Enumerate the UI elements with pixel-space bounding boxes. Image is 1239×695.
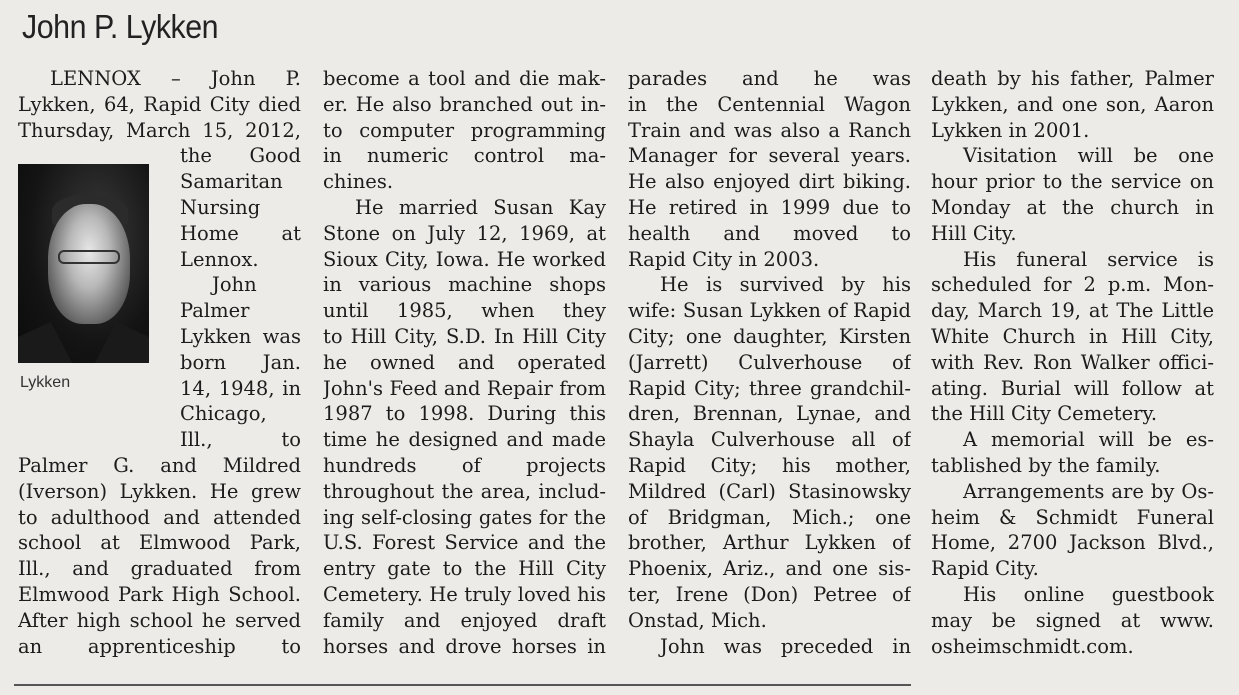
text-line: Phoenix, Ariz., and one sis- [628, 557, 911, 581]
text-line: dren, Brennan, Lynae, and [628, 402, 911, 426]
text-line: ter, Irene (Don) Petree of [628, 582, 911, 606]
text-line: LENNOX – John P. [50, 67, 301, 90]
text-line: Train and was also a Ranch [628, 118, 911, 142]
text-line: Arrangements are by Os- [963, 479, 1214, 503]
text-line: Shayla Culverhouse all of [628, 428, 911, 452]
text-line: until 1985, when they [323, 299, 606, 323]
text-line: Monday at the church in [931, 195, 1214, 219]
text-line: John [212, 273, 257, 297]
text-line: Lykken in 2001. [931, 118, 1090, 142]
text-line: the Hill City Cemetery. [931, 402, 1158, 426]
text-line: He also enjoyed dirt biking. [628, 170, 911, 194]
text-line: Ill., and graduated from [18, 557, 301, 581]
text-line: heim & Schmidt Funeral [931, 505, 1214, 529]
text-line: throughout the area, includ- [323, 479, 606, 503]
text-line: osheimschmidt.com. [931, 634, 1134, 658]
text-line: may be signed at www. [931, 608, 1214, 632]
text-line: After high school he served [18, 608, 301, 632]
text-line: parades and he was [628, 67, 911, 90]
text-line: entry gate to the Hill City [323, 557, 606, 581]
text-line: the Good [180, 144, 301, 168]
text-line: time he designed and made [323, 428, 606, 452]
text-line: scheduled for 2 p.m. Mon- [931, 273, 1214, 297]
text-line: to computer programming [323, 118, 606, 142]
text-line: of Bridgman, Mich.; one [628, 505, 911, 529]
text-line: He is survived by his [660, 273, 911, 297]
text-line: Ill., to [180, 428, 301, 452]
text-column-4 [931, 66, 1214, 659]
text-line: an apprenticeship to [18, 634, 301, 658]
text-line: Cemetery. He truly loved his [323, 582, 606, 606]
text-line: Lykken was [180, 324, 301, 348]
text-line: to adulthood and attended [18, 505, 301, 529]
text-line: Manager for several years. [628, 144, 911, 168]
text-line: John was preceded in [660, 634, 911, 658]
text-line: with Rev. Ron Walker offici- [931, 350, 1214, 374]
text-line: Palmer G. and Mildred [18, 453, 301, 477]
text-line: in various machine shops [323, 273, 606, 297]
text-line: horses and drove horses in [323, 634, 606, 658]
text-line: Sioux City, Iowa. He worked [323, 247, 606, 271]
text-line: wife: Susan Lykken of Rapid [628, 299, 911, 323]
text-line: Home, 2700 Jackson Blvd., [931, 531, 1214, 555]
text-line: family and enjoyed draft [323, 608, 606, 632]
text-line: Elmwood Park High School. [18, 582, 301, 606]
text-line: Rapid City in 2003. [628, 247, 820, 271]
text-line: tablished by the family. [931, 453, 1161, 477]
text-line: hundreds of projects [323, 453, 606, 477]
text-line: Rapid City; his mother, [628, 453, 911, 477]
text-line: Lykken, 64, Rapid City died [18, 92, 301, 116]
text-line: death by his father, Palmer [931, 67, 1214, 90]
text-line: day, March 19, at The Little [931, 299, 1214, 323]
bottom-rule [14, 684, 911, 686]
obituary-headline: John P. Lykken [22, 8, 219, 45]
text-line: He married Susan Kay [355, 195, 606, 219]
text-line: to Hill City, S.D. In Hill City [323, 324, 606, 348]
text-line: school at Elmwood Park, [18, 531, 301, 555]
text-line: brother, Arthur Lykken of [628, 531, 911, 555]
text-line: White Church in Hill City, [931, 324, 1214, 348]
text-column-3 [628, 66, 911, 659]
text-line: chines. [323, 170, 394, 194]
text-line: His funeral service is [963, 247, 1214, 271]
text-line: U.S. Forest Service and the [323, 531, 606, 555]
text-line: Rapid City. [931, 557, 1039, 581]
text-line: er. He also branched out in- [323, 92, 606, 116]
text-line: Mildred (Carl) Stasinowsky [628, 479, 911, 503]
text-line: health and moved to [628, 221, 911, 245]
text-line: Samaritan [180, 170, 283, 194]
text-line: John's Feed and Repair from [323, 376, 606, 400]
text-line: Thursday, March 15, 2012, [18, 118, 301, 142]
text-line: in the Centennial Wagon [628, 92, 911, 116]
text-line: he owned and operated [323, 350, 606, 374]
text-column-2 [323, 66, 606, 659]
text-line: Hill City. [931, 221, 1017, 245]
text-line: Lykken, and one son, Aaron [931, 92, 1214, 116]
text-line: 14, 1948, in [180, 376, 301, 400]
text-line: (Iverson) Lykken. He grew [18, 479, 301, 503]
text-line: 1987 to 1998. During this [323, 402, 606, 426]
text-line: Nursing [180, 195, 261, 219]
text-line: His online guestbook [963, 582, 1214, 606]
text-line: Palmer [180, 299, 250, 323]
text-line: Lennox. [180, 247, 259, 271]
text-line: become a tool and die mak- [323, 67, 606, 90]
text-line: Home at [180, 221, 301, 245]
text-line: ing self-closing gates for the [323, 505, 606, 529]
text-line: ating. Burial will follow at [931, 376, 1214, 400]
text-line: Visitation will be one [963, 144, 1214, 168]
text-line: in numeric control ma- [323, 144, 606, 168]
text-line: Rapid City; three grandchil- [628, 376, 911, 400]
text-line: A memorial will be es- [963, 428, 1214, 452]
text-line: Chicago, [180, 402, 267, 426]
text-line: (Jarrett) Culverhouse of [628, 350, 911, 374]
photo-caption: Lykken [20, 374, 71, 391]
text-line: He retired in 1999 due to [628, 195, 911, 219]
text-column-1 [18, 66, 301, 659]
text-line: Stone on July 12, 1969, at [323, 221, 606, 245]
text-line: born Jan. [180, 350, 301, 374]
text-line: hour prior to the service on [931, 170, 1214, 194]
text-line: City; one daughter, Kirsten [628, 324, 911, 348]
text-line: Onstad, Mich. [628, 608, 767, 632]
